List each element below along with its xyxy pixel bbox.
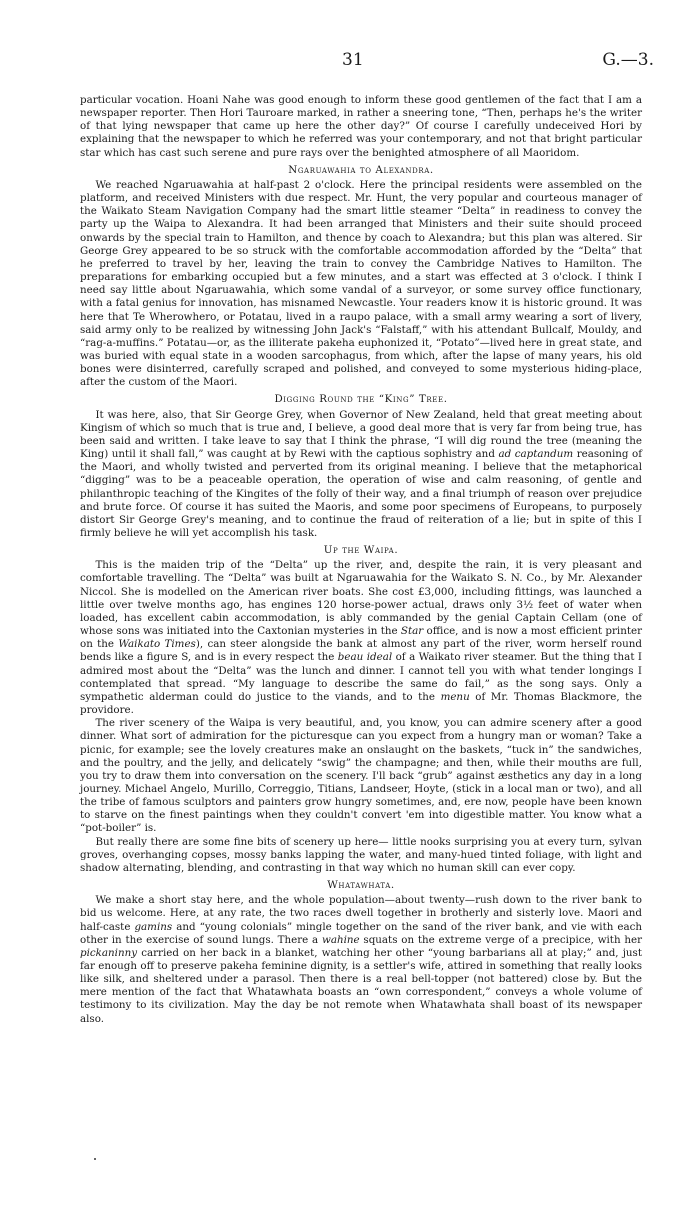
text-run: reasoning of the Maori, and wholly twisted and perverted from its original meaning. I believe that the metaphorical “digging” was to be a peaceable operation, the operation of wise and calm reasoning, of gentle and philanthropic teaching of the Kingites of the folly of their way, and a final triumph of reason over prejudice and brute force. Of course it has suited the Maoris, and some poor specimens of Europeans, to purposely distort Sir George Grey's meaning, and to continue the fraud of reiteration of a lie; but in spite of this I firmly believe he will yet accomplish his task. bbox=[80, 448, 643, 539]
article-body bbox=[80, 94, 642, 1026]
text-run: of Mr. Thomas Blackmore, the providore. bbox=[80, 690, 643, 717]
italic-pickaninny: pickaninny bbox=[80, 946, 138, 959]
text-run: It was here, also, that Sir George Grey, when Governor of New Zealand, held that great meeting about Kingism of which so much that is true and, I believe, a good deal more that is very far from being true, has been said and written. I take leave to say that I think the phrase, “I will dig round the tree (meaning the King) until it shall fall,” was caught at by Rewi with the captious sophistry and bbox=[80, 408, 642, 461]
text-run: of a Waikato river steamer. But the thing that I admired most about the “Delta” was the lunch and dinner. I cannot tell you with what tender longings I contemplated that spread. “My language to describe the same do fail,” as the song says. Only a sympathetic alderman could do justice to the viands, and to the bbox=[80, 651, 642, 703]
text-run: ), can steer alongside the bank at almost any part of the river, worm herself round bends like a figure S, and is in every respect the bbox=[80, 638, 642, 664]
paragraph-scenery-2: But really there are some fine bits of scenery up here— little nooks surprising you at every turn, sylvan groves, overhanging copses, mossy banks lapping the water, and many-hued tinted foliage, with light and shadow alternating, blending, and contrasting in that way which no human skill can ever copy. bbox=[80, 835, 642, 874]
text-run: carried on her back in a blanket, watching her other “young barbarians all at play;” and, just far enough off to preserve pakeha feminine dignity, is a settler's wife, attired in something that really looks like silk, and sheltered under a parasol. Then there is a real bell-topper (not battered) close by. But the mere mention of the fact that Whatawhata boasts an “own correspondent,” conveys a whole volume of testimony to its civilization. May the day be not remote when Whatawhata shall boast of its newspaper also. bbox=[80, 946, 642, 1025]
page-number: 31 bbox=[342, 50, 364, 70]
page-header bbox=[80, 50, 660, 76]
text-run: squats on the extreme verge of a precipice, with her bbox=[363, 933, 643, 946]
paragraph-delta bbox=[80, 559, 642, 717]
paragraph-digging bbox=[80, 409, 642, 541]
paragraph-scenery: The river scenery of the Waipa is very beautiful, and, you know, you can admire scenery after a good dinner. What sort of admiration for the picturesque can you expect from a hungry man or woman? Take a picnic, for example; see the lovely creatures make an onslaught on the baskets, “tuck in” the sandwiches, and the poultry, and the jelly, and delicately “swig” the champagne; and then, while their mouths are full, you try to draw them into conversation on the scenery. I'll back “grub” against æsthetics any day in a long journey. Michael Angelo, Murillo, Correggio, Titians, Landseer, Hoyte, (stick in a local man or two), and all the tribe of famous sculptors and painters grow hungry sometimes, and, ere now, people have been known to starve on the finest paintings when they couldn't convert 'em into digestible matter. You know what a “pot-boiler” is. bbox=[80, 717, 642, 835]
text-run: and “young colonials” mingle together on the sand of the river bank, and vie with each other in the exercise of sound lungs. There a bbox=[80, 920, 642, 946]
page-mark bbox=[94, 1158, 96, 1160]
text-run: office, and is now a most efficient printer on the bbox=[80, 625, 643, 651]
paragraph-ngaruawahia: We reached Ngaruawahia at half-past 2 o'clock. Here the principal residents were assembled on the platform, and received Ministers with due respect. Mr. Hunt, the very popular and courteous manager of the Waikato Steam Navigation Company had the smart little steamer “Delta” in readiness to convey the party up the Waipa to Alexandra. It had been arranged that Ministers and their suite should proceed onwards by the special train to Hamilton, and thence by coach to Alexandra; but this plan was altered. Sir George Grey appeared to be so struck with the comfortable accommodation afforded by the “Delta” that he preferred to travel by her, leaving the train to convey the Cambridge Natives to Hamilton. The preparations for embarking occupied but a few minutes, and a start was effected at 3 o'clock. I think I need say little about Ngaruawahia, which some vandal of a surveyor, or some survey office functionary, with a fatal genius for innovation, has misnamed Newcastle. Your readers know it is historic ground. It was here that Te Wherowhero, or Potatau, lived in a raupo palace, with a small army wearing a sort of livery, said army only to be realized by witnessing John Jack's “Falstaff,” with his attendant Bullcalf, Mouldy, and “rag-a-muffins.” Potatau—or, as the illiterate pakeha euphonized it, “Potato”—lived here in great state, and was buried with equal state in a wooden sarcophagus, from which, after the lapse of many years, his old bones were disinterred, carefully scraped and polished, and conveyed to some mysterious hiding-place, after the custom of the Maori. bbox=[80, 178, 642, 389]
section-heading-ngaruawahia: Ngaruawahia to Alexandra. bbox=[288, 163, 434, 176]
document-code: G.—3. bbox=[602, 50, 654, 70]
italic-star: Star bbox=[400, 625, 424, 638]
text-run: We make a short stay here, and the whole population—about twenty—rush down to the river bank to bid us welcome. Here, at any rate, the two races dwell together in brotherly and sisterly love. Maori and half-caste bbox=[80, 894, 642, 933]
italic-gamins: gamins bbox=[134, 920, 173, 933]
italic-beau-ideal: beau ideal bbox=[337, 651, 393, 664]
italic-phrase: ad captandum bbox=[498, 448, 574, 461]
text-run: This is the maiden trip of the “Delta” up the river, and, despite the rain, it is very pleasant and comfortable travelling. The “Delta” was built at Ngaruawahia for the Waikato S. N. Co., by Mr. Alexander Niccol. She is modelled on the American river boats. She cost £3,000, including fittings, was launched a little over twelve months ago, has engines 120 horse-power actual, draws only 3½ feet of water when loaded, has excellent cabin accommodation, is ably commanded by the genial Captain Cellam (one of whose sons was initiated into the Caxtonian mysteries in the bbox=[80, 559, 642, 638]
italic-menu: menu bbox=[440, 690, 470, 703]
section-heading-whatawhata: Whatawhata. bbox=[327, 879, 395, 892]
section-heading-waipa: Up the Waipa. bbox=[323, 544, 399, 557]
section-heading-digging: Digging Round the “King” Tree. bbox=[274, 393, 448, 406]
italic-waikato-times: Waikato Times bbox=[118, 638, 196, 651]
paragraph-intro: particular vocation. Hoani Nahe was good enough to inform these good gentlemen of the fact that I am a newspaper reporter. Then Hori Tauroare marked, in rather a sneering tone, “Then, perhaps he's the writer of that lying newspaper that came up here the other day?” Of course I carefully undeceived Hori by explaining that the newspaper to which he referred was your contemporary, and not that bright particular star which has cast such serene and pure rays over the benighted atmosphere of all Maoridom. bbox=[80, 94, 642, 159]
paragraph-whatawhata bbox=[80, 894, 642, 1026]
italic-wahine: wahine bbox=[322, 933, 360, 946]
